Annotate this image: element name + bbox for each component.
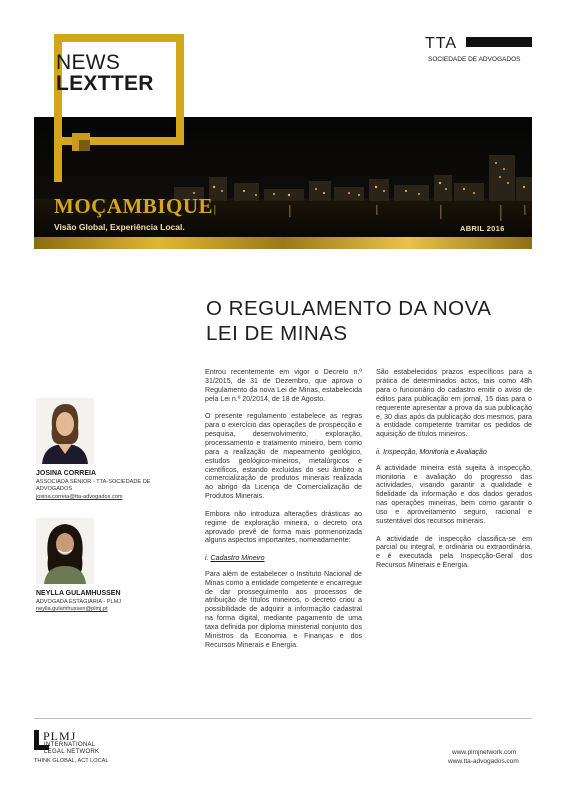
newsletter-title [56, 52, 154, 94]
tagline: Visão Global, Experiência Local. [54, 222, 185, 232]
author-photo-josina [36, 398, 94, 464]
footer-divider [34, 718, 532, 719]
tta-logo-subtitle: SOCIEDADE DE ADVOGADOS [428, 56, 521, 63]
section-heading-text: Inspecção, Monitoria e Avaliação [383, 447, 487, 456]
section-heading [376, 448, 532, 457]
author-photo-neylla [36, 518, 94, 584]
avatar [36, 398, 94, 464]
paragraph: São estabelecidos prazos específicos para a prática de determinados actos, tais como 48h para o funcionário do cadastro emitir o aviso de éditos para publicação em jornal, 15 dias para o requerente apresentar a prova da sua publicação e, 30 dias após da publicação dos mesmos, para a entidade competente tramitar os pedidos de aquisição de títulos mineiros. [376, 368, 532, 439]
newsletter-frame-left [54, 117, 62, 182]
section-number: ii. [376, 447, 382, 456]
author-role [36, 479, 151, 493]
author-email-link[interactable]: neylla.gulamhussen@plmj.pt [36, 606, 108, 612]
section-heading [205, 554, 362, 563]
gold-square-ornament-inner [79, 140, 90, 151]
author-name: JOSINA CORREIA [36, 470, 97, 477]
paragraph: A actividade de inspecção classifica-se em parcial ou integral, e ordinária ou extraordinária, e é executada pela Inspecção-Geral dos Recursos Minerais e Energia. [376, 534, 532, 570]
website-link-tta[interactable]: www.tta-advogados.com [448, 758, 519, 765]
section-heading-text: Cadastro Mineiro [210, 553, 265, 562]
plmj-logo-line2: INTERNATIONAL [44, 742, 96, 748]
newsletter-title-line2: LEXTTER [56, 72, 154, 95]
article-title-line1: O REGULAMENTO DA NOVA [206, 297, 492, 320]
issue-date: ABRIL 2016 [460, 224, 505, 233]
city-skyline-image [34, 117, 532, 237]
tta-logo-bar [466, 37, 532, 47]
avatar [36, 518, 94, 584]
plmj-slogan: THINK GLOBAL, ACT LOCAL [34, 758, 109, 764]
author-role-line2: ADVOGADOS [36, 486, 73, 492]
article-title-line2: LEI DE MINAS [206, 322, 348, 345]
author-role: ADVOGADA ESTAGIÁRIA - PLMJ [36, 599, 122, 605]
article-title [206, 296, 536, 346]
article-column-1 [205, 368, 362, 658]
paragraph: Embora não introduza alterações drásticas ao regime de exploração mineira, o decreto ora aprovado prevê de forma mais pormenorizada alguns aspectos importantes, nomeadamente: [205, 509, 362, 545]
plmj-logo: PLMJ [43, 729, 77, 743]
section-number: i. [205, 553, 209, 562]
paragraph: O presente regulamento estabelece as regras para o exercício das operações de prospecção e pesquisa, desenvolvimento, exploração, processamento e tratamento mineiro, bem como para a realização de mapeamento geológico, estudos geológico-mineiros, metalúrgicos e científicos, estando excluídas do seu âmbito a comercialização de produtos minerais realizada ao abrigo da Licença de Comercialização de Produtos Minerais. [205, 412, 362, 501]
plmj-logo-line3: LEGAL NETWORK [44, 749, 100, 755]
paragraph: Entrou recentemente em vigor o Decreto n.º 31/2015, de 31 de Dezembro, que aprova o Regulamento da nova Lei de Minas, estabelecida pela Lei n.º 20/2014, de 18 de Agosto. [205, 368, 362, 403]
tta-logo: TTA [425, 35, 458, 52]
article-column-2 [376, 368, 532, 579]
paragraph: Para além de estabelecer o Instituto Nacional de Minas como a entidade competente e encarregue de dar prosseguimento aos processos de atribuição de títulos mineiros, o decreto criou a possibilidade de adquirir a informação cadastral na forma digital, mediante pagamento de uma taxa definida por diploma ministerial conjunto dos Ministros da Economia e Finanças e dos Recursos Minerais e Energia. [205, 569, 362, 649]
author-email-link[interactable]: josina.correia@tta-advogados.com [36, 494, 123, 500]
newsletter-title-line1: NEWS [56, 51, 121, 74]
country-heading: MOÇAMBIQUE [54, 194, 213, 218]
website-link-plmj[interactable]: www.plmjnetwork.com [452, 749, 517, 756]
paragraph: A actividade mineira está sujeita à inspecção, monitoria e avaliação do progresso das actividades, visando garantir a qualidade e fidelidade da informação e dos dados gerados nas operações mineiras, bem como garantir o uso e aproveitamento seguro, racional e sustentável dos recursos minerais. [376, 463, 532, 526]
author-role-line1: ASSOCIADA SÉNIOR - TTA-SOCIEDADE DE [36, 479, 151, 485]
author-name: NEYLLA GULAMHUSSEN [36, 590, 121, 597]
gold-strip [34, 237, 532, 249]
